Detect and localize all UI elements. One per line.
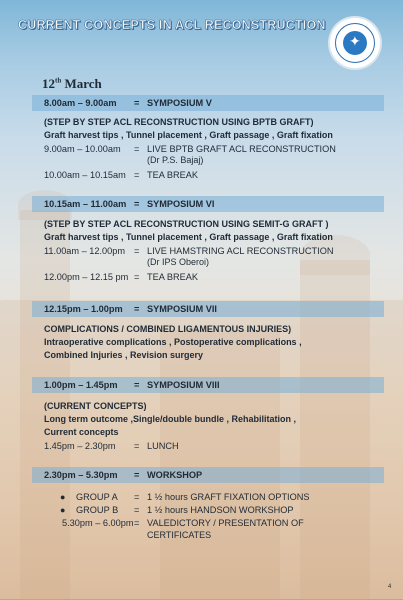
- s7-heading: COMPLICATIONS / COMBINED LIGAMENTOUS INJURIES): [44, 324, 292, 334]
- session-time: 1.00pm – 1.45pm: [44, 380, 118, 390]
- equals-sign: =: [134, 199, 140, 209]
- row-time: 5.30pm – 6.00pm: [62, 518, 134, 528]
- equals-sign: =: [134, 144, 140, 154]
- row-desc: LIVE HAMSTRING ACL RECONSTRUCTION: [147, 246, 334, 256]
- row-desc: VALEDICTORY / PRESENTATION OF: [147, 518, 304, 528]
- row-time: 10.00am – 10.15am: [44, 170, 126, 180]
- page-number: 4: [388, 584, 392, 590]
- date-suffix: th: [55, 76, 62, 85]
- session-time: 10.15am – 11.00am: [44, 199, 127, 209]
- row-time: 12.00pm – 12.15 pm: [44, 272, 129, 282]
- s6-topics: Graft harvest tips , Tunnel placement , Graft passage , Graft fixation: [44, 232, 333, 242]
- row-time: 9.00am – 10.00am: [44, 144, 121, 154]
- equals-sign: =: [134, 492, 140, 502]
- s8-line1: Long term outcome ,Single/double bundle , Rehabilitation ,: [44, 414, 297, 424]
- seal-star-icon: ✦: [349, 33, 361, 49]
- group-desc: 1 ½ hours GRAFT FIXATION OPTIONS: [147, 492, 310, 502]
- session-time: 8.00am – 9.00am: [44, 98, 117, 108]
- date-day: 12: [42, 76, 55, 91]
- session-title: SYMPOSIUM VI: [147, 199, 215, 209]
- equals-sign: =: [134, 246, 140, 256]
- schedule-date: [42, 76, 102, 92]
- s8-line2: Current concepts: [44, 427, 119, 437]
- row-time: 1.45pm – 2.30pm: [44, 441, 116, 451]
- s5-topics: Graft harvest tips , Tunnel placement , Graft passage , Graft fixation: [44, 130, 333, 140]
- bullet-icon: ●: [60, 505, 66, 515]
- equals-sign: =: [134, 470, 140, 480]
- row-desc: TEA BREAK: [147, 272, 199, 282]
- session-title: WORKSHOP: [147, 470, 203, 480]
- equals-sign: =: [134, 441, 140, 451]
- equals-sign: =: [134, 170, 140, 180]
- session-time: 2.30pm – 5.30pm: [44, 470, 118, 480]
- equals-sign: =: [134, 518, 140, 528]
- session-title: SYMPOSIUM V: [147, 98, 212, 108]
- s7-line1: Intraoperative complications , Postoperative complications ,: [44, 337, 302, 347]
- row-desc: LIVE BPTB GRAFT ACL RECONSTRUCTION: [147, 144, 336, 154]
- group-label: GROUP B: [76, 505, 119, 515]
- session-title: SYMPOSIUM VIII: [147, 380, 220, 390]
- equals-sign: =: [134, 272, 140, 282]
- s7-line2: Combined Injuries , Revision surgery: [44, 350, 204, 360]
- s5-heading: (STEP BY STEP ACL RECONSTRUCTION USING BPTB GRAFT): [44, 117, 314, 127]
- equals-sign: =: [134, 505, 140, 515]
- s6-heading: (STEP BY STEP ACL RECONSTRUCTION USING SEMIT-G GRAFT ): [44, 219, 329, 229]
- row-desc: LUNCH: [147, 441, 179, 451]
- equals-sign: =: [134, 304, 140, 314]
- equals-sign: =: [134, 380, 140, 390]
- workshop-closing-sub: CERTIFICATES: [147, 530, 212, 540]
- session-title: SYMPOSIUM VII: [147, 304, 217, 314]
- session-time: 12.15pm – 1.00pm: [44, 304, 123, 314]
- bullet-icon: ●: [60, 492, 66, 502]
- group-desc: 1 ½ hours HANDSON WORKSHOP: [147, 505, 294, 515]
- equals-sign: =: [134, 98, 140, 108]
- page-header-title: CURRENT CONCEPTS IN ACL RECONSTRUCTION: [18, 18, 326, 32]
- row-desc: TEA BREAK: [147, 170, 199, 180]
- date-month: March: [64, 76, 102, 91]
- group-label: GROUP A: [76, 492, 118, 502]
- row-time: 11.00am – 12.00pm: [44, 246, 126, 256]
- s6-row-live-speaker: (Dr IPS Oberoi): [147, 257, 210, 267]
- association-seal-logo: [330, 18, 380, 68]
- s8-heading: (CURRENT CONCEPTS): [44, 401, 147, 411]
- s5-row-live-speaker: (Dr P.S. Bajaj): [147, 155, 204, 165]
